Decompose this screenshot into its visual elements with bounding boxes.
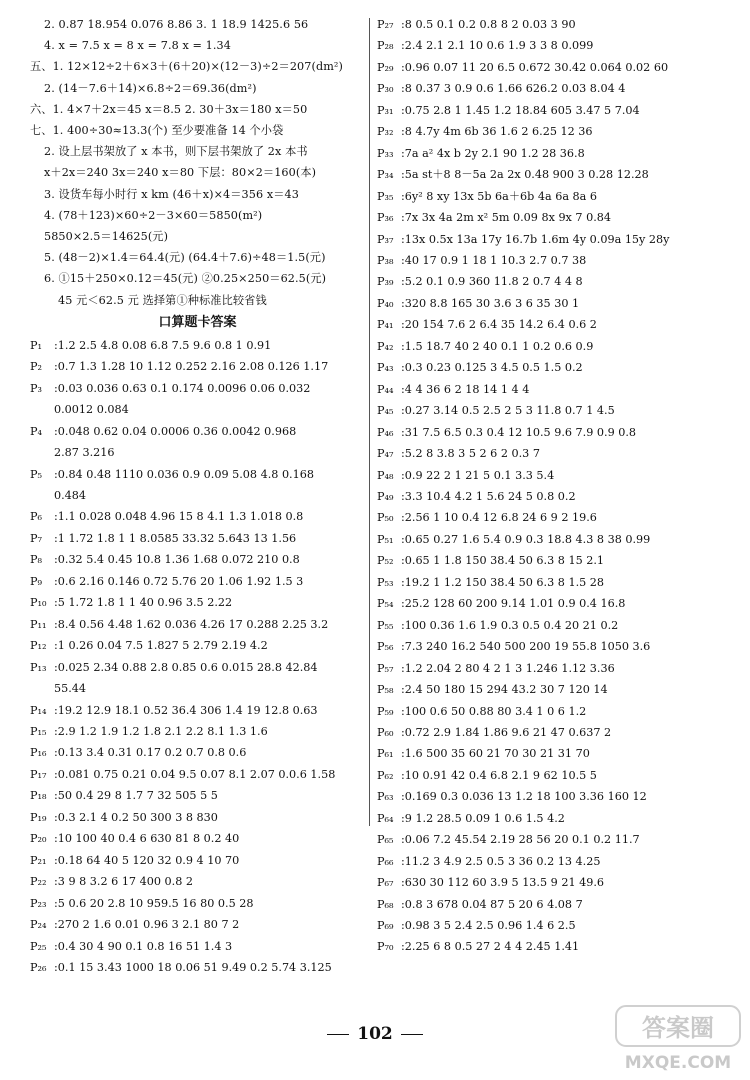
answer-values: :0.84 0.48 1110 0.036 0.9 0.09 5.08 4.8 0.168 [54, 467, 314, 481]
answer-values: :2.9 1.2 1.9 1.2 1.8 2.1 2.2 8.1 1.3 1.6 [54, 725, 268, 738]
section-title: 口算题卡答案 [158, 314, 237, 330]
answer-values: :20 154 7.6 2 6.4 35 14.2 6.4 0.6 2 [401, 318, 597, 332]
answer-row [377, 851, 737, 872]
page-label: P₄₂ [377, 339, 394, 353]
page-label: P₉ [30, 574, 43, 588]
page-label: P₃₇ [377, 232, 394, 246]
answer-line: 六、1. 4×7＋2x＝45 x＝8.5 2. 30＋3x＝180 x＝50 [30, 102, 308, 116]
page-label: P₅₀ [377, 511, 394, 525]
answer-row [30, 957, 365, 978]
answer-values: :0.3 2.1 4 0.2 50 300 3 8 830 [54, 810, 218, 824]
left-column [30, 14, 365, 978]
answer-line: 45 元＜62.5 元 选择第①种标准比较省钱 [58, 293, 267, 307]
answer-row [377, 550, 737, 571]
answer-values: :100 0.6 50 0.88 80 3.4 1 0 6 1.2 [401, 704, 587, 718]
oral-answers-left [30, 335, 365, 979]
answer-row [377, 314, 737, 335]
answer-values: :0.169 0.3 0.036 13 1.2 18 100 3.36 160 12 [401, 790, 647, 804]
answer-values: :10 0.91 42 0.4 6.8 2.1 9 62 10.5 5 [401, 768, 597, 782]
answer-values: :2.56 1 10 0.4 12 6.8 24 6 9 2 19.6 [401, 511, 597, 525]
page-label: P₃₉ [377, 275, 394, 289]
answer-row [377, 121, 737, 142]
answer-values: :0.1 15 3.43 1000 18 0.06 51 9.49 0.2 5.74 3.125 [54, 960, 332, 974]
dash-left [327, 1034, 349, 1036]
answer-lines [30, 14, 365, 311]
page-label: P₃₃ [377, 146, 394, 160]
answer-line: 七、1. 400÷30≈13.3(个) 至少要准备 14 个小袋 [30, 124, 284, 138]
answer-values: :8 4.7y 4m 6b 36 1.6 2 6.25 12 36 [401, 125, 593, 139]
page-label: P₅₁ [377, 532, 394, 546]
page-label: P₄₉ [377, 489, 394, 503]
answer-values: :1.1 0.028 0.048 4.96 15 8 4.1 1.3 1.018 0.8 [54, 510, 304, 524]
answer-values: :0.6 2.16 0.146 0.72 5.76 20 1.06 1.92 1.5 3 [54, 574, 304, 588]
page-label: P₄ [30, 424, 43, 438]
answer-values: :3 9 8 3.2 6 17 400 0.8 2 [54, 875, 193, 889]
page-label: P₁₉ [30, 810, 47, 824]
answer-row [377, 936, 737, 957]
page-number: 102 [357, 1024, 393, 1044]
page-label: P₅₇ [377, 661, 394, 675]
answer-values: 0.484 [54, 489, 87, 503]
answer-values: :5 0.6 20 2.8 10 959.5 16 80 0.5 28 [54, 896, 254, 910]
page-label: P₃₂ [377, 125, 394, 139]
answer-line: 5. (48－2)×1.4＝64.4(元) (64.4＋7.6)÷48＝1.5(元) [44, 251, 326, 265]
answer-values: :0.13 3.4 0.31 0.17 0.2 0.7 0.8 0.6 [54, 746, 247, 760]
answer-row [30, 700, 365, 721]
answer-row [377, 486, 737, 507]
answer-values: :0.081 0.75 0.21 0.04 9.5 0.07 8.1 2.07 0.0.6 1.58 [54, 767, 336, 781]
answer-row [377, 658, 737, 679]
answer-row [30, 807, 365, 828]
answer-values: :0.18 64 40 5 120 32 0.9 4 10 70 [54, 853, 240, 867]
page-label: P₂₃ [30, 896, 47, 910]
answer-row [30, 657, 365, 678]
page-label: P₂₅ [30, 939, 47, 953]
answer-values: :0.32 5.4 0.45 10.8 1.36 1.68 0.072 210 0.8 [54, 553, 300, 567]
page-label: P₆₂ [377, 768, 394, 782]
answer-row [30, 335, 365, 356]
answer-row [30, 785, 365, 806]
page-label: P₄₇ [377, 447, 394, 461]
watermark-logo [612, 1000, 744, 1076]
answer-row [377, 743, 737, 764]
answer-row [377, 229, 737, 250]
answer-values: :25.2 128 60 200 9.14 1.01 0.9 0.4 16.8 [401, 597, 626, 611]
page-label: P₂₄ [30, 918, 47, 932]
page-label: P₁₂ [30, 639, 47, 653]
page-label: P₃ [30, 381, 43, 395]
answer-values: :0.06 7.2 45.54 2.19 28 56 20 0.1 0.2 11.7 [401, 833, 640, 847]
answer-row [377, 14, 737, 35]
answer-row [377, 615, 737, 636]
answer-row [30, 936, 365, 957]
answer-line: x＋2x＝240 3x＝240 x＝80 下层：80×2＝160(本) [44, 166, 317, 180]
page-label: P₆₀ [377, 725, 394, 739]
answer-values: 2.87 3.216 [54, 446, 115, 460]
page-label: P₄₀ [377, 296, 394, 310]
column-divider [369, 18, 370, 826]
answer-values: :7x 3x 4a 2m x² 5m 0.09 8x 9x 7 0.84 [401, 211, 612, 225]
answer-row [30, 678, 365, 699]
answer-values: 0.0012 0.084 [54, 403, 129, 417]
answer-values: :1.6 500 35 60 21 70 30 21 31 70 [401, 747, 590, 761]
page-label: P₈ [30, 553, 43, 567]
answer-values: :6y² 8 xy 13x 5b 6a＋6b 4a 6a 8a 6 [401, 189, 598, 203]
answer-values: :630 30 112 60 3.9 5 13.5 9 21 49.6 [401, 876, 605, 890]
answer-row [377, 271, 737, 292]
answer-values: :0.98 3 5 2.4 2.5 0.96 1.4 6 2.5 [401, 919, 576, 933]
answer-row [30, 464, 365, 485]
answer-values: :19.2 1 1.2 150 38.4 50 6.3 8 1.5 28 [401, 575, 605, 589]
answer-values: :13x 0.5x 13a 17y 16.7b 1.6m 4y 0.09a 15y 28y [401, 232, 670, 246]
answer-values: :19.2 12.9 18.1 0.52 36.4 306 1.4 19 12.8 0.63 [54, 703, 318, 717]
oral-answers-right [377, 14, 737, 958]
answer-row [30, 635, 365, 656]
answer-values: :5 1.72 1.8 1 1 40 0.96 3.5 2.22 [54, 596, 233, 610]
page-label: P₅₈ [377, 683, 394, 697]
answer-values: :4 4 36 6 2 18 14 1 4 4 [401, 382, 530, 396]
page-label: P₄₁ [377, 318, 394, 332]
page-label: P₃₁ [377, 103, 394, 117]
answer-row [30, 356, 365, 377]
page-label: P₅₄ [377, 597, 394, 611]
answer-row [377, 701, 737, 722]
answer-row [377, 808, 737, 829]
answer-row [30, 421, 365, 442]
answer-row [377, 722, 737, 743]
answer-values: 55.44 [54, 682, 87, 696]
answer-values: :9 1.2 28.5 0.09 1 0.6 1.5 4.2 [401, 811, 565, 825]
answer-values: :0.75 2.8 1 1.45 1.2 18.84 605 3.47 5 7.04 [401, 103, 640, 117]
page-label: P₄₆ [377, 425, 394, 439]
answer-row [377, 915, 737, 936]
page-label: P₂₉ [377, 60, 394, 74]
answer-line: 3. 设货车每小时行 x km (46＋x)×4＝356 x＝43 [44, 187, 299, 201]
answer-row [377, 593, 737, 614]
page-label: P₂₀ [30, 832, 47, 846]
answer-line: 2. 设上层书架放了 x 本书，则下层书架放了 2x 本书 [44, 145, 308, 159]
answer-row [30, 614, 365, 635]
answer-row [377, 679, 737, 700]
answer-row [30, 549, 365, 570]
answer-values: :0.27 3.14 0.5 2.5 2 5 3 11.8 0.7 1 4.5 [401, 404, 615, 418]
answer-row [377, 765, 737, 786]
answer-row [377, 207, 737, 228]
page-label: P₄₈ [377, 468, 394, 482]
answer-values: :0.8 3 678 0.04 87 5 20 6 4.08 7 [401, 897, 583, 911]
answer-values: :270 2 1.6 0.01 0.96 3 2.1 80 7 2 [54, 918, 240, 932]
page-label: P₆₉ [377, 919, 394, 933]
answer-row [377, 100, 737, 121]
answer-row [377, 786, 737, 807]
page-label: P₃₈ [377, 253, 394, 267]
page-label: P₅₆ [377, 640, 394, 654]
answer-row [377, 357, 737, 378]
page-label: P₃₆ [377, 211, 394, 225]
page-label: P₁₇ [30, 767, 47, 781]
answer-row [377, 894, 737, 915]
page-label: P₂ [30, 360, 43, 374]
answer-row [377, 400, 737, 421]
answer-row [377, 443, 737, 464]
watermark-url: MXQE.COM [624, 1053, 732, 1073]
page-label: P₆₃ [377, 790, 394, 804]
answer-values: :0.3 0.23 0.125 3 4.5 0.5 1.5 0.2 [401, 361, 583, 375]
answer-row [30, 721, 365, 742]
page-label: P₆₆ [377, 854, 394, 868]
answer-line: 4. (78＋123)×60÷2－3×60＝5850(m²) [44, 208, 263, 222]
answer-values: :0.72 2.9 1.84 1.86 9.6 21 47 0.637 2 [401, 725, 612, 739]
answer-values: :2.4 2.1 2.1 10 0.6 1.9 3 3 8 0.099 [401, 39, 594, 53]
answer-row [377, 164, 737, 185]
answer-row [30, 378, 365, 399]
answer-line: 五、1. 12×12÷2＋6×3＋(6＋20)×(12－3)÷2＝207(dm²) [30, 60, 343, 74]
page-label: P₄₄ [377, 382, 394, 396]
page-label: P₆₄ [377, 811, 394, 825]
answer-values: :1.5 18.7 40 2 40 0.1 1 0.2 0.6 0.9 [401, 339, 594, 353]
answer-row [377, 507, 737, 528]
answer-line: 5850×2.5＝14625(元) [44, 230, 169, 244]
answer-values: :0.4 30 4 90 0.1 0.8 16 51 1.4 3 [54, 939, 233, 953]
answer-row [377, 57, 737, 78]
page-label: P₇ [30, 531, 43, 545]
page-label: P₁₆ [30, 746, 47, 760]
page-label: P₂₇ [377, 18, 394, 31]
answer-values: :0.96 0.07 11 20 6.5 0.672 30.42 0.064 0.02 60 [401, 60, 669, 74]
answer-values: :1.2 2.5 4.8 0.08 6.8 7.5 9.6 0.8 1 0.91 [54, 338, 272, 352]
page-label: P₅₉ [377, 704, 394, 718]
page-label: P₁ [30, 338, 43, 352]
answer-row [377, 572, 737, 593]
answer-values: :7a a² 4x b 2y 2.1 90 1.2 28 36.8 [401, 146, 585, 160]
answer-values: :40 17 0.9 1 18 1 10.3 2.7 0.7 38 [401, 253, 587, 267]
answer-row [377, 250, 737, 271]
answer-values: :0.7 1.3 1.28 10 1.12 0.252 2.16 2.08 0.126 1.17 [54, 360, 329, 374]
answer-row [377, 143, 737, 164]
answer-values: :320 8.8 165 30 3.6 3 6 35 30 1 [401, 296, 580, 310]
answer-row [30, 742, 365, 763]
answer-row [30, 571, 365, 592]
page-label: P₁₅ [30, 725, 47, 738]
answer-values: :1 0.26 0.04 7.5 1.827 5 2.79 2.19 4.2 [54, 639, 268, 653]
answer-values: :0.025 2.34 0.88 2.8 0.85 0.6 0.015 28.8 42.84 [54, 660, 318, 674]
watermark-text: 答案圈 [642, 1014, 714, 1042]
answer-row [30, 442, 365, 463]
answer-row [377, 379, 737, 400]
answer-row [30, 485, 365, 506]
answer-row [30, 893, 365, 914]
page-label: P₁₁ [30, 617, 47, 631]
page-label: P₄₃ [377, 361, 394, 375]
page-label: P₆₈ [377, 897, 394, 911]
answer-values: :50 0.4 29 8 1.7 7 32 505 5 5 [54, 789, 218, 803]
answer-row [377, 186, 737, 207]
answer-values: :0.03 0.036 0.63 0.1 0.174 0.0096 0.06 0.032 [54, 381, 311, 395]
page-label: P₂₂ [30, 875, 47, 889]
answer-row [377, 35, 737, 56]
page-label: P₅₂ [377, 554, 394, 568]
answer-values: :31 7.5 6.5 0.3 0.4 12 10.5 9.6 7.9 0.9 0.8 [401, 425, 637, 439]
answer-values: :5.2 0.1 0.9 360 11.8 2 0.7 4 4 8 [401, 275, 583, 289]
answer-line: 2. (14－7.6＋14)×6.8÷2＝69.36(dm²) [44, 81, 257, 95]
page-label: P₃₄ [377, 168, 394, 182]
answer-line: 4. x = 7.5 x = 8 x = 7.8 x = 1.34 [44, 39, 231, 53]
page-label: P₁₄ [30, 703, 47, 717]
page-label: P₆₁ [377, 747, 394, 761]
page-label: P₆₇ [377, 876, 394, 890]
answer-row [377, 293, 737, 314]
page-label: P₃₅ [377, 189, 394, 203]
page-label: P₆₅ [377, 833, 394, 847]
answer-row [30, 914, 365, 935]
answer-row [377, 829, 737, 850]
answer-values: :10 100 40 0.4 6 630 81 8 0.2 40 [54, 832, 240, 846]
answer-values: :2.25 6 8 0.5 27 2 4 4 2.45 1.41 [401, 940, 580, 954]
answer-values: :0.65 1 1.8 150 38.4 50 6.3 8 15 2.1 [401, 554, 605, 568]
answer-row [30, 828, 365, 849]
answer-values: :8.4 0.56 4.48 1.62 0.036 4.26 17 0.288 2.25 3.2 [54, 617, 329, 631]
answer-row [30, 850, 365, 871]
answer-values: :5.2 8 3.8 3 5 2 6 2 0.3 7 [401, 447, 540, 461]
answer-values: :3.3 10.4 4.2 1 5.6 24 5 0.8 0.2 [401, 489, 576, 503]
page-label: P₁₃ [30, 660, 47, 674]
answer-row [30, 871, 365, 892]
answer-values: :11.2 3 4.9 2.5 0.5 3 36 0.2 13 4.25 [401, 854, 601, 868]
answer-values: :1.2 2.04 2 80 4 2 1 3 1.246 1.12 3.36 [401, 661, 615, 675]
answer-row [377, 78, 737, 99]
answer-row [377, 636, 737, 657]
page-label: P₃₀ [377, 82, 394, 96]
answer-row [30, 764, 365, 785]
answer-row [377, 872, 737, 893]
answer-line: 2. 0.87 18.954 0.076 8.86 3. 1 18.9 1425.6 56 [44, 18, 309, 31]
page-label: P₁₈ [30, 789, 47, 803]
answer-row [377, 422, 737, 443]
answer-values: :2.4 50 180 15 294 43.2 30 7 120 14 [401, 683, 608, 697]
answer-row [30, 399, 365, 420]
answer-values: :0.9 22 2 1 21 5 0.1 3.3 5.4 [401, 468, 555, 482]
right-column [377, 14, 737, 958]
page-label: P₆ [30, 510, 43, 524]
answer-line: 6. ①15＋250×0.12＝45(元) ②0.25×250＝62.5(元) [44, 272, 327, 286]
page-label: P₅₃ [377, 575, 394, 589]
answer-values: :1 1.72 1.8 1 1 8.0585 33.32 5.643 13 1.56 [54, 531, 297, 545]
answer-row [30, 506, 365, 527]
page-label: P₅ [30, 467, 43, 481]
answer-row [377, 529, 737, 550]
answer-values: :5a st＋8 8－5a 2a 2x 0.48 900 3 0.28 12.28 [401, 168, 649, 182]
answer-values: :8 0.5 0.1 0.2 0.8 8 2 0.03 3 90 [401, 18, 576, 31]
answer-values: :7.3 240 16.2 540 500 200 19 55.8 1050 3.6 [401, 640, 651, 654]
answer-values: :0.048 0.62 0.04 0.0006 0.36 0.0042 0.968 [54, 424, 297, 438]
answer-row [30, 592, 365, 613]
answer-row [30, 528, 365, 549]
page-label: P₁₀ [30, 596, 47, 610]
page-label: P₂₁ [30, 853, 47, 867]
page-label: P₇₀ [377, 940, 394, 954]
page-label: P₂₈ [377, 39, 394, 53]
page-label: P₂₆ [30, 960, 47, 974]
page-label: P₅₅ [377, 618, 394, 632]
answer-values: :8 0.37 3 0.9 0.6 1.66 626.2 0.03 8.04 4 [401, 82, 626, 96]
answer-row [377, 465, 737, 486]
answer-values: :0.65 0.27 1.6 5.4 0.9 0.3 18.8 4.3 8 38 0.99 [401, 532, 651, 546]
answer-values: :100 0.36 1.6 1.9 0.3 0.5 0.4 20 21 0.2 [401, 618, 619, 632]
answer-row [377, 336, 737, 357]
dash-right [401, 1034, 423, 1036]
page-label: P₄₅ [377, 404, 394, 418]
